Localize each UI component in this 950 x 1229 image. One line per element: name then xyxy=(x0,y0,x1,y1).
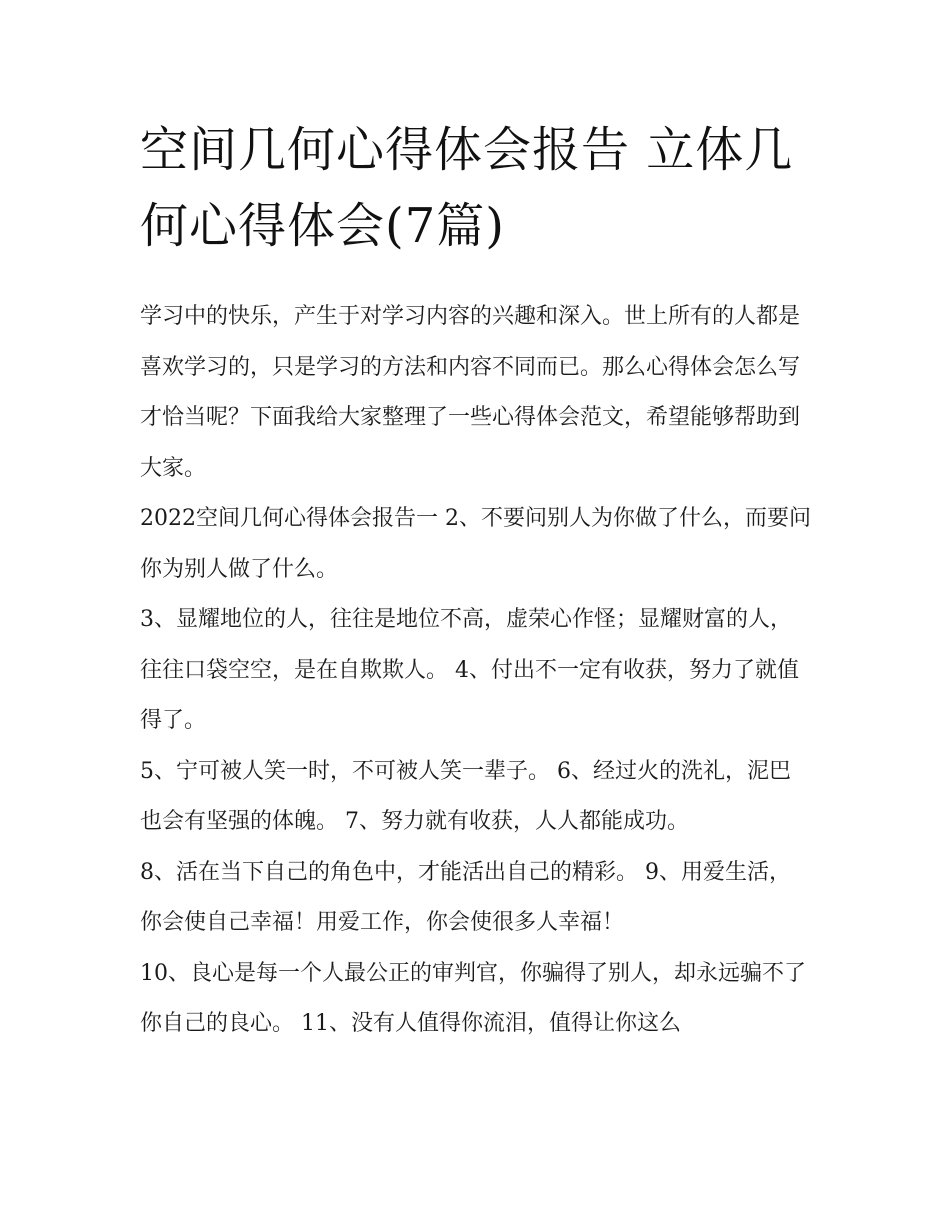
paragraph-1: 2022空间几何心得体会报告一 2、不要问别人为你做了什么，而要问你为别人做了什么。 xyxy=(140,506,811,582)
paragraph-5: 10、良心是每一个人最公正的审判官，你骗得了别人，却永远骗不了你自己的良心。 11、没有人值得你流泪，值得让你这么 xyxy=(140,960,806,1036)
paragraph-3: 5、宁可被人笑一时，不可被人笑一辈子。 6、经过火的洗礼，泥巴也会有坚强的体魄。 7、努力就有收获，人人都能成功。 xyxy=(140,758,791,834)
document-page xyxy=(140,112,812,1050)
document-title: 空间几何心得体会报告 立体几何心得体会(7篇) xyxy=(140,122,794,254)
paragraph-intro: 学习中的快乐，产生于对学习内容的兴趣和深入。世上所有的人都是喜欢学习的，只是学习的方法和内容不同而已。那么心得体会怎么写才恰当呢？下面我给大家整理了一些心得体会范文，希望能够帮助到大家。 xyxy=(140,304,801,481)
paragraph-4: 8、活在当下自己的角色中，才能活出自己的精彩。 9、用爱生活，你会使自己幸福！用爱工作，你会使很多人幸福！ xyxy=(140,859,791,935)
paragraph-2: 3、显耀地位的人，往往是地位不高，虚荣心作怪；显耀财富的人，往往口袋空空，是在自欺欺人。 4、付出不一定有收获，努力了就值得了。 xyxy=(140,607,799,733)
document-body xyxy=(140,292,812,1050)
